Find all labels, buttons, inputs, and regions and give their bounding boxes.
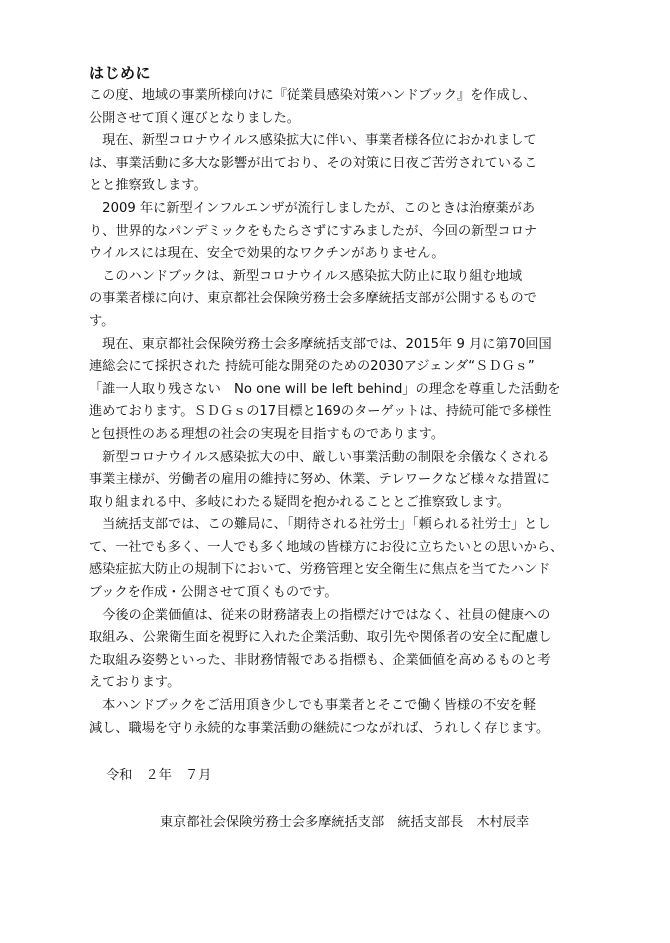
text-line: 今後の企業価値は、従来の財務諸表上の指標だけではなく、社員の健康への [89,607,551,623]
paragraph-2009-influenza [89,198,589,266]
text-line: は、事業活動に多大な影響が出ており、その対策に日夜ご苦労されているこ [89,155,538,171]
text-line: 減し、職場を守り永続的な事業活動の継続につながれば、うれしく存じます。 [89,720,550,736]
document-date: 令和 ２年 ７月 [106,768,212,783]
text-line: 新型コロナウイルス感染拡大の中、厳しい事業活動の制限を余儀なくされる [89,449,550,465]
text-line: 現在、東京都社会保険労務士会多摩統括支部では、2015年 9 月に第70回国 [89,336,552,352]
text-line: 現在、新型コロナウイルス感染拡大に伴い、事業者様各位におかれまして [89,133,537,149]
text-line: えております。 [89,675,181,691]
paragraph-branch-commitment [89,514,589,604]
document-signature: 東京都社会保険労務士会多摩統括支部 統括支部長 木村辰幸 [160,815,530,830]
paragraph-intro [89,85,589,130]
text-line: 感染症拡大防止の規制下において、労務管理と安全衛生に焦点を当てたハンド [89,562,551,578]
document-body [89,62,589,740]
text-line: 事業主様が、労働者の雇用の維持に努め、休業、テレワークなど様々な措置に [89,472,550,488]
text-line: と包摂性のある理想の社会の実現を目指すものであります。 [89,426,445,442]
text-line: ウイルスには現在、安全で効果的なワクチンがありません。 [89,246,445,262]
paragraph-current-situation [89,130,589,198]
text-line: 「誰一人取り残さない No one will be left behind」の理念を尊重した活動を [89,381,561,397]
text-line: ブックを作成・公開させて頂くものです。 [89,585,338,601]
text-line: 当統括支部では、この難局に、「期待される社労士」「頼られる社労士」とし [89,517,551,533]
text-line: とと推察致します。 [89,178,207,194]
text-line: 取り組まれる中、多岐にわたる疑問を抱かれることとご推察致します。 [89,494,510,510]
text-line: この度、地域の事業所様向けに『従業員感染対策ハンドブック』を作成し、 [89,88,537,103]
text-line: 本ハンドブックをご活用頂き少しでも事業者とそこで働く皆様の不安を軽 [89,698,537,714]
text-line: 進めております。ＳＤＧｓの17目標と169のターゲットは、持続可能で多様性 [89,404,552,420]
text-line: このハンドブックは、新型コロナウイルス感染拡大防止に取り組む地域 [89,268,523,284]
paragraph-handbook-purpose [89,266,589,334]
text-line: 連総会にて採択された 持続可能な開発のための2030アジェンダ“ＳＤＧｓ” [89,359,535,375]
paragraph-closing [89,695,589,740]
text-line: 公開させて頂く運びとなりました。 [89,110,300,126]
text-line: り、世界的なパンデミックをもたらさずにすみましたが、今回の新型コロナ [89,223,538,239]
text-line: 取組み、公衆衛生面を視野に入れた企業活動、取引先や関係者の安全に配慮し [89,630,552,646]
paragraph-sdgs [89,334,589,447]
paragraph-business-restrictions [89,447,589,515]
text-line: た取組み姿勢といった、非財務情報である指標も、企業価値を高めるものと考 [89,652,551,668]
text-line: す。 [89,313,115,329]
page-title: はじめに [89,64,152,82]
text-line: 2009 年に新型インフルエンザが流行しましたが、このときは治療薬があ [89,200,536,216]
text-line: て、一社でも多く、一人でも多く地域の皆様方にお役に立ちたいとの思いから、 [89,539,564,555]
paragraph-corporate-value [89,605,589,695]
text-line: の事業者様に向け、東京都社会保険労務士会多摩統括支部が公開するもので [89,291,537,307]
